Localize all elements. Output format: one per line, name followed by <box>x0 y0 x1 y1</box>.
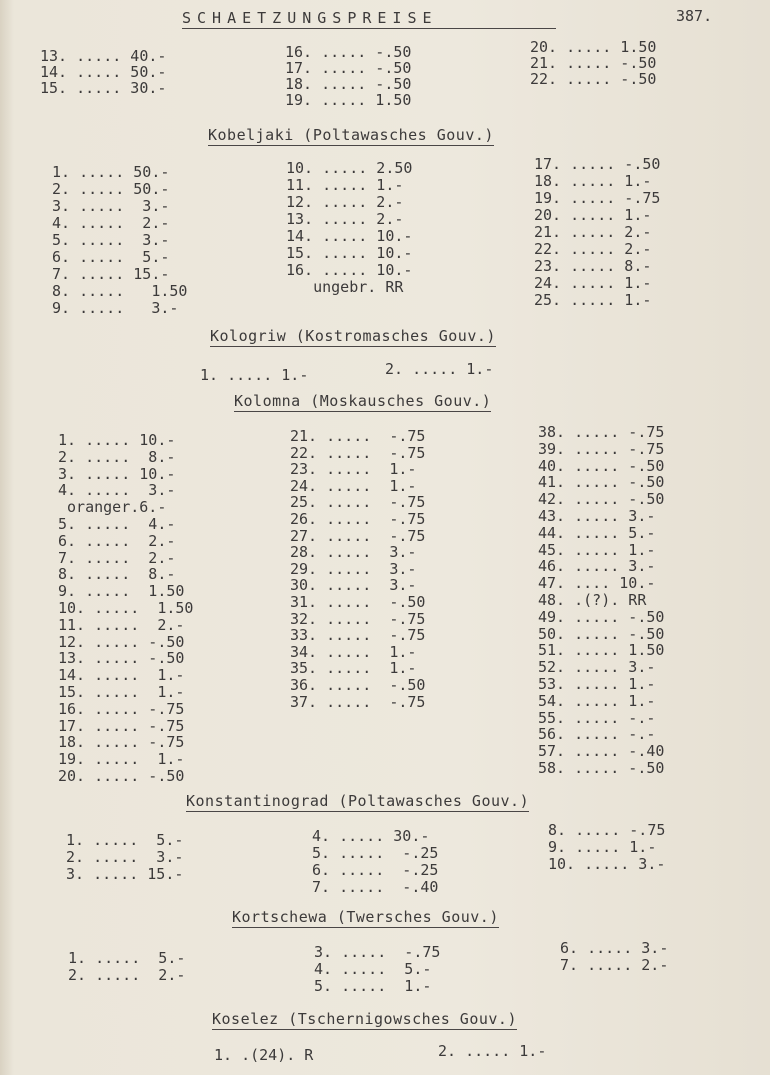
list-item: 5. ..... 4.- <box>58 514 176 533</box>
list-item: 14. ..... 10.- <box>286 227 413 245</box>
list-item: 10. ..... 2.50 <box>286 159 413 177</box>
list-item: 41. ..... -.50 <box>538 473 665 492</box>
list-item: 46. ..... 3.- <box>538 557 656 576</box>
list-item: oranger.6.- <box>58 498 167 517</box>
list-item: 5. ..... -.25 <box>312 844 439 862</box>
kobeljaki-column-2 <box>286 160 412 296</box>
list-item: 22. ..... -.75 <box>290 443 426 462</box>
list-item: 15. ..... 10.- <box>286 244 413 262</box>
list-item: 11. ..... 2.- <box>58 615 185 634</box>
list-item: 4. ..... 5.- <box>314 960 432 978</box>
list-item: 7. ..... 2.- <box>560 956 669 974</box>
list-item: 3. ..... 10.- <box>58 464 176 483</box>
list-item: 30. ..... 3.- <box>290 576 417 595</box>
kolomna-column-3 <box>538 424 664 777</box>
section-title-kolomna: Kolomna (Moskausches Gouv.) <box>234 392 492 410</box>
list-item: 2. ..... 8.- <box>58 447 176 466</box>
list-item: 1. .(24). R <box>214 1046 314 1064</box>
list-item: 22. ..... 2.- <box>534 240 652 258</box>
list-item: 7. ..... -.40 <box>312 878 439 896</box>
list-item: 16. ..... 10.- <box>286 261 413 279</box>
list-item: 3. ..... 15.- <box>66 865 184 883</box>
intro-column-2 <box>285 44 411 108</box>
list-item: 2. ..... 1.- <box>385 360 494 378</box>
kobeljaki-column-1 <box>52 164 187 317</box>
list-item: 13. ..... 40.- <box>40 47 167 65</box>
list-item: 18. ..... 1.- <box>534 172 652 190</box>
list-item: 9. ..... 3.- <box>52 299 179 317</box>
list-item: 36. ..... -.50 <box>290 675 426 694</box>
list-item: 1. ..... 5.- <box>68 949 186 967</box>
list-item: 19. ..... 1.50 <box>285 91 412 109</box>
kobeljaki-column-3 <box>534 156 660 309</box>
list-item: 25. ..... 1.- <box>534 291 652 309</box>
list-item: 5. ..... 3.- <box>52 231 170 249</box>
list-item: 39. ..... -.75 <box>538 439 665 458</box>
section-title-kortschewa: Kortschewa (Twersches Gouv.) <box>232 908 499 926</box>
list-item: 38. ..... -.75 <box>538 423 665 441</box>
list-item: 3. ..... -.75 <box>314 943 441 961</box>
list-item: 29. ..... 3.- <box>290 559 417 578</box>
list-item: 8. ..... -.75 <box>548 821 666 839</box>
list-item: 16. ..... -.50 <box>285 43 412 61</box>
list-item: 1. ..... 5.- <box>66 831 184 849</box>
kortschewa-column-2 <box>314 944 440 995</box>
list-item: 40. ..... -.50 <box>538 456 665 475</box>
list-item: 47. .... 10.- <box>538 574 656 593</box>
list-item: 17. ..... -.50 <box>285 59 412 77</box>
list-item: 11. ..... 1.- <box>286 176 404 194</box>
list-item: 27. ..... -.75 <box>290 526 426 545</box>
list-item: 8. ..... 1.50 <box>52 282 188 300</box>
header-rule <box>182 28 556 29</box>
list-item: 6. ..... 5.- <box>52 248 170 266</box>
section-title-kologriw: Kologriw (Kostromasches Gouv.) <box>210 327 496 345</box>
list-item: 9. ..... 1.- <box>548 838 657 856</box>
list-item: 55. ..... -.- <box>538 708 656 727</box>
list-item: 1. ..... 50.- <box>52 163 170 181</box>
list-item: 20. ..... -.50 <box>58 766 185 785</box>
list-item: 37. ..... -.75 <box>290 692 426 711</box>
list-item: 22. ..... -.50 <box>530 70 657 88</box>
list-item: 20. ..... 1.50 <box>530 38 657 56</box>
list-item: 33. ..... -.75 <box>290 626 426 645</box>
list-item: 24. ..... 1.- <box>534 274 652 292</box>
list-item: 51. ..... 1.50 <box>538 641 665 660</box>
list-item: 6. ..... 2.- <box>58 531 176 550</box>
list-item: 21. ..... -.75 <box>290 427 426 445</box>
list-item: 8. ..... 8.- <box>58 565 176 584</box>
list-item: 2. ..... 50.- <box>52 180 170 198</box>
list-item: 45. ..... 1.- <box>538 540 656 559</box>
list-item: 58. ..... -.50 <box>538 758 665 777</box>
list-item: 12. ..... -.50 <box>58 632 185 651</box>
list-item: 25. ..... -.75 <box>290 493 426 512</box>
list-item: 15. ..... 30.- <box>40 79 167 97</box>
list-item: 32. ..... -.75 <box>290 609 426 628</box>
list-item: 6. ..... -.25 <box>312 861 439 879</box>
list-item: 1. ..... 10.- <box>58 431 176 449</box>
list-item: 44. ..... 5.- <box>538 523 656 542</box>
list-item: 20. ..... 1.- <box>534 206 652 224</box>
list-item: 28. ..... 3.- <box>290 543 417 562</box>
list-item: 6. ..... 3.- <box>560 939 669 957</box>
list-item: 16. ..... -.75 <box>58 699 185 718</box>
list-item: 56. ..... -.- <box>538 725 656 744</box>
list-item: ungebr. RR <box>286 278 404 296</box>
list-item: 57. ..... -.40 <box>538 742 665 761</box>
list-item: 14. ..... 1.- <box>58 666 185 685</box>
list-item: 4. ..... 30.- <box>312 827 430 845</box>
list-item: 34. ..... 1.- <box>290 642 417 661</box>
list-item: 17. ..... -.50 <box>534 155 661 173</box>
list-item: 5. ..... 1.- <box>314 977 432 995</box>
kolomna-column-2 <box>290 428 425 710</box>
section-title-koselez: Koselez (Tschernigowsches Gouv.) <box>212 1010 517 1028</box>
list-item: 43. ..... 3.- <box>538 506 656 525</box>
list-item: 12. ..... 2.- <box>286 193 404 211</box>
kortschewa-column-3 <box>560 940 668 974</box>
list-item: 7. ..... 2.- <box>58 548 176 567</box>
list-item: 26. ..... -.75 <box>290 509 426 528</box>
list-item: 21. ..... 2.- <box>534 223 652 241</box>
list-item: 19. ..... 1.- <box>58 750 185 769</box>
list-item: 52. ..... 3.- <box>538 658 656 677</box>
kolomna-column-1 <box>58 432 193 785</box>
list-item: 10. ..... 1.50 <box>58 598 194 617</box>
list-item: 54. ..... 1.- <box>538 691 656 710</box>
list-item: 7. ..... 15.- <box>52 265 170 283</box>
list-item: 18. ..... -.50 <box>285 75 412 93</box>
list-item: 2. ..... 2.- <box>68 966 186 984</box>
intro-column-1 <box>40 48 166 96</box>
list-item: 10. ..... 3.- <box>548 855 666 873</box>
list-item: 21. ..... -.50 <box>530 54 657 72</box>
list-item: 4. ..... 2.- <box>52 214 170 232</box>
list-item: 1. ..... 1.- <box>200 366 309 384</box>
list-item: 17. ..... -.75 <box>58 716 185 735</box>
page-header-title: SCHAETZUNGSPREISE <box>182 9 438 27</box>
list-item: 31. ..... -.50 <box>290 592 426 611</box>
list-item: 48. .(?). RR <box>538 590 647 609</box>
list-item: 50. ..... -.50 <box>538 624 665 643</box>
list-item: 2. ..... 3.- <box>66 848 184 866</box>
konstantinograd-column-1 <box>66 832 183 883</box>
list-item: 53. ..... 1.- <box>538 674 656 693</box>
list-item: 9. ..... 1.50 <box>58 582 185 601</box>
list-item: 3. ..... 3.- <box>52 197 170 215</box>
list-item: 4. ..... 3.- <box>58 481 176 500</box>
page-number: 387. <box>676 7 713 25</box>
list-item: 13. ..... 2.- <box>286 210 404 228</box>
list-item: 42. ..... -.50 <box>538 490 665 509</box>
list-item: 14. ..... 50.- <box>40 63 167 81</box>
list-item: 18. ..... -.75 <box>58 733 185 752</box>
intro-column-3 <box>530 39 656 87</box>
list-item: 23. ..... 1.- <box>290 460 417 479</box>
list-item: 49. ..... -.50 <box>538 607 665 626</box>
list-item: 15. ..... 1.- <box>58 682 185 701</box>
list-item: 19. ..... -.75 <box>534 189 661 207</box>
section-title-konstantinograd: Konstantinograd (Poltawasches Gouv.) <box>186 792 530 810</box>
konstantinograd-column-3 <box>548 822 665 873</box>
section-title-kobeljaki: Kobeljaki (Poltawasches Gouv.) <box>208 126 494 144</box>
list-item: 24. ..... 1.- <box>290 476 417 495</box>
list-item: 2. ..... 1.- <box>438 1042 547 1060</box>
list-item: 13. ..... -.50 <box>58 649 185 668</box>
list-item: 35. ..... 1.- <box>290 659 417 678</box>
konstantinograd-column-2 <box>312 828 438 896</box>
kortschewa-column-1 <box>68 950 185 984</box>
list-item: 23. ..... 8.- <box>534 257 652 275</box>
